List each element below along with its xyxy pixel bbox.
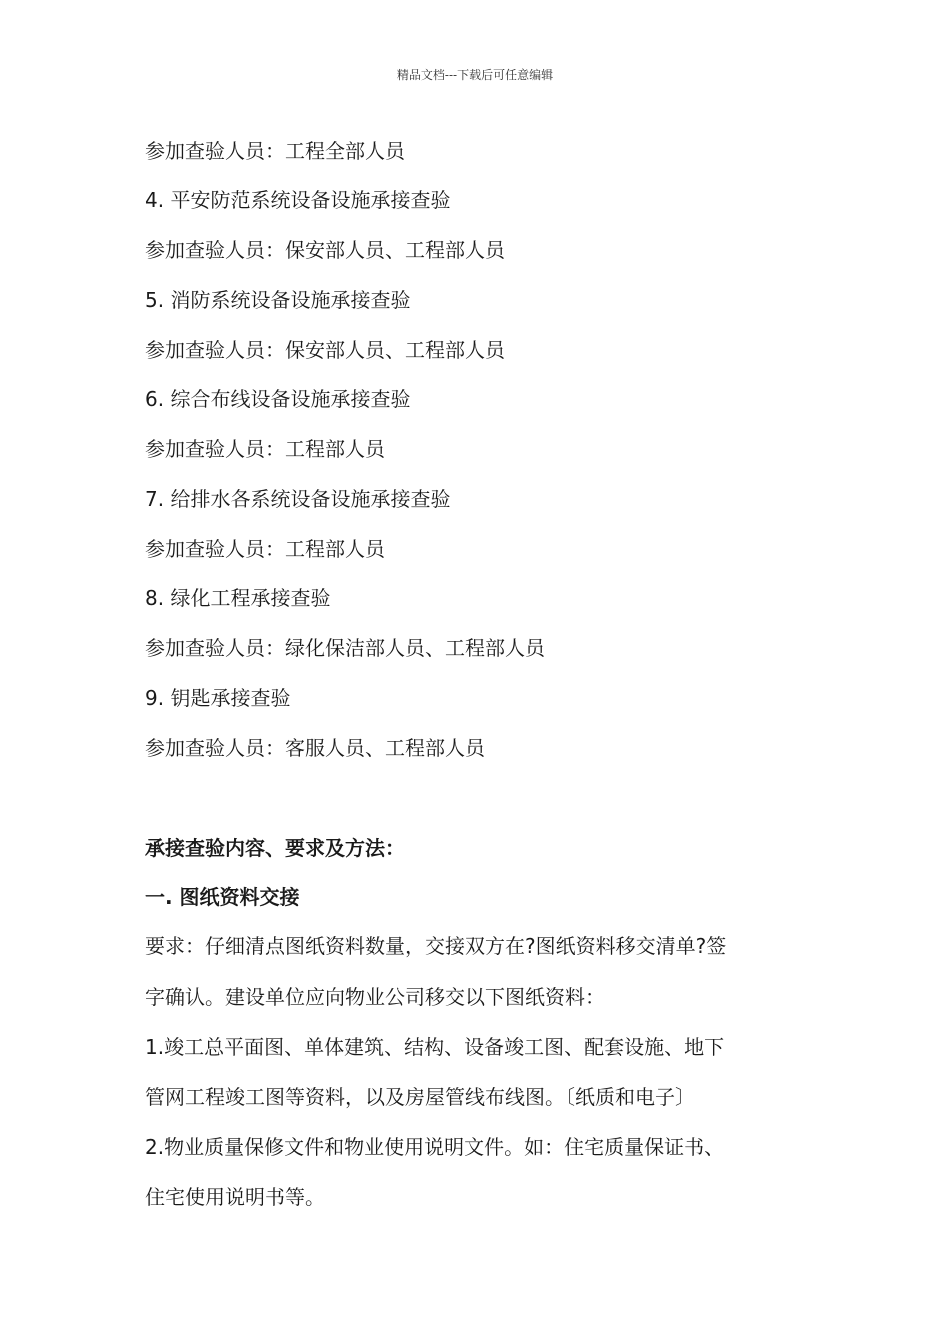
body-line: 1.竣工总平面图、单体建筑、结构、设备竣工图、配套设施、地下 <box>145 1035 725 1059</box>
body-line: 要求：仔细清点图纸资料数量，交接双方在?图纸资料移交清单?签 <box>145 934 727 958</box>
page-header: 精品文档---下载后可任意编辑 <box>396 68 554 82</box>
body-line: 住宅使用说明书等。 <box>145 1185 325 1209</box>
list-item: 参加查验人员：保安部人员、工程部人员 <box>145 238 505 262</box>
body-line: 字确认。建设单位应向物业公司移交以下图纸资料： <box>145 985 605 1009</box>
list-item: 参加查验人员：工程全部人员 <box>145 139 405 163</box>
body-line: 2.物业质量保修文件和物业使用说明文件。如：住宅质量保证书、 <box>145 1135 725 1159</box>
list-item: 4. 平安防范系统设备设施承接查验 <box>145 188 451 212</box>
list-item: 参加查验人员：工程部人员 <box>145 437 385 461</box>
body-line: 管网工程竣工图等资料，以及房屋管线布线图。〔纸质和电子〕 <box>145 1085 695 1109</box>
list-item: 8. 绿化工程承接查验 <box>145 586 331 610</box>
list-item: 6. 综合布线设备设施承接查验 <box>145 387 411 411</box>
list-item: 参加查验人员：客服人员、工程部人员 <box>145 736 485 760</box>
section-title: 承接查验内容、要求及方法： <box>145 836 405 860</box>
list-item: 5. 消防系统设备设施承接查验 <box>145 288 411 312</box>
list-item: 参加查验人员：保安部人员、工程部人员 <box>145 338 505 362</box>
list-item: 7. 给排水各系统设备设施承接查验 <box>145 487 451 511</box>
list-item: 9. 钥匙承接查验 <box>145 686 291 710</box>
list-item: 参加查验人员：工程部人员 <box>145 537 385 561</box>
subsection-title: 一. 图纸资料交接 <box>145 885 300 909</box>
list-item: 参加查验人员：绿化保洁部人员、工程部人员 <box>145 636 545 660</box>
